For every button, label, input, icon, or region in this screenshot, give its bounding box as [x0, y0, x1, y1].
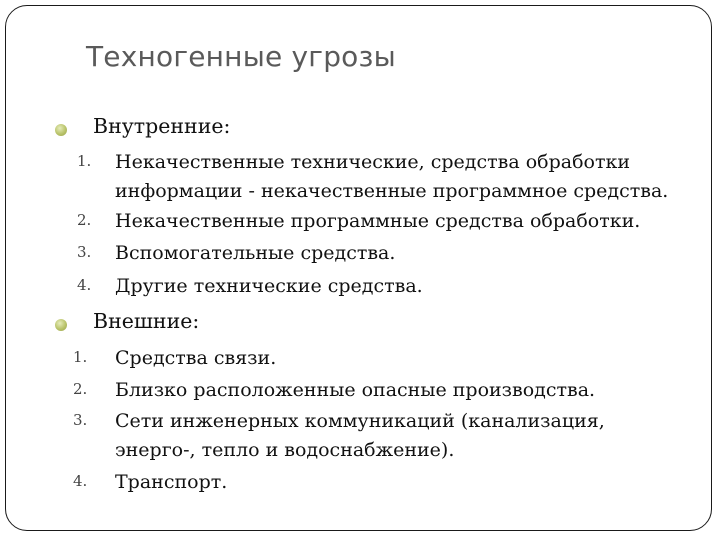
list-item-number: 4. — [73, 472, 88, 490]
slide-frame — [5, 5, 712, 531]
list-item-line: Некачественные программные средства обработки. — [115, 210, 641, 232]
list-item-line: Транспорт. — [115, 471, 228, 493]
section-heading-internal — [6, 114, 711, 144]
list-item-number: 3. — [77, 243, 92, 261]
list-item-text — [115, 148, 668, 206]
list-item-line: Близко расположенные опасные производства. — [115, 379, 596, 401]
list-item-text — [115, 344, 276, 373]
section-heading-label: Внутренние: — [93, 114, 231, 138]
section-heading-label: Внешние: — [93, 309, 200, 333]
list-item-line: энерго-, тепло и водоснабжение). — [115, 439, 455, 461]
list-item-text — [115, 376, 595, 405]
list-item-line: Некачественные технические, средства обработки — [115, 151, 631, 173]
list-item-number: 2. — [73, 380, 88, 398]
list-item-number: 4. — [77, 276, 92, 294]
list-item-number: 3. — [73, 411, 88, 429]
list-item-line: Средства связи. — [115, 347, 277, 369]
list-item-text — [115, 468, 227, 497]
section-heading-external — [6, 309, 711, 339]
list-item-text — [115, 239, 395, 268]
list-item-text — [115, 407, 605, 465]
list-item-number: 2. — [77, 211, 92, 229]
bullet-dot-icon — [55, 319, 67, 331]
list-item-text — [115, 272, 423, 301]
list-item-line: Другие технические средства. — [115, 275, 423, 297]
list-item-number: 1. — [77, 152, 92, 170]
bullet-dot-icon — [55, 124, 67, 136]
list-item-line: Вспомогательные средства. — [115, 242, 396, 264]
list-item-number: 1. — [73, 348, 88, 366]
list-item-line: информации - некачественные программное средства. — [115, 180, 669, 202]
list-item-text — [115, 207, 640, 236]
list-item-line: Сети инженерных коммуникаций (канализация, — [115, 410, 605, 432]
slide-title: Техногенные угрозы — [86, 40, 396, 73]
